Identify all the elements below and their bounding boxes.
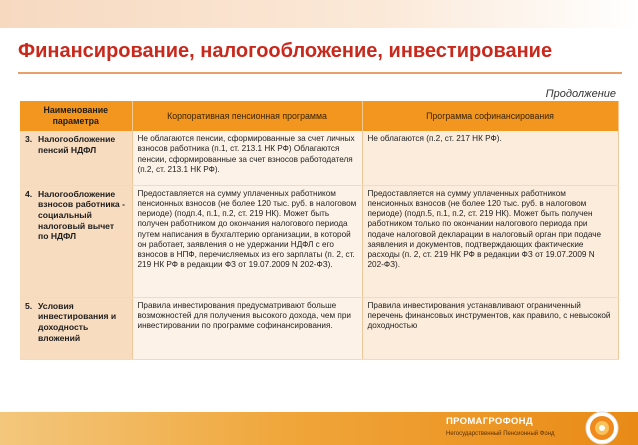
logo-subtitle: Негосударственный Пенсионный Фонд xyxy=(446,431,555,437)
comparison-table xyxy=(20,101,619,360)
slide-title: Финансирование, налогообложение, инвестирование xyxy=(18,40,553,62)
table-row xyxy=(20,185,618,297)
row-number: 5. xyxy=(25,300,33,311)
row-param-cell xyxy=(20,185,132,297)
fund-logo xyxy=(446,414,606,442)
row-corporate-cell: Предоставляется на сумму уплаченных работником пенсионных взносов (не более 120 тыс. руб. в налоговом периоде) (подп.4, п.1, п.2, ст. 219 НК). Может быть получен работником до окончания налогового периода путем написания в бухгалтерию организации, в которой он работает, заявления о не удержании НДФЛ с его взносов в НПФ, перечисляемых из его зарплаты (п. 2, ст. 219 НК РФ в редакции ФЗ от 19.07.2009 N 202-ФЗ). xyxy=(132,185,362,297)
logo-name: ПРОМАГРОФОНД xyxy=(446,416,533,427)
row-corporate-cell: Не облагаются пенсии, сформированные за счет личных взносов работника (п.1, ст. 213.1 НК РФ) Облагаются пенсии, сформированные за счет взносов работодателя (п.2, ст. 213.1 НК РФ). xyxy=(132,131,362,185)
header-corporate: Корпоративная пенсионная программа xyxy=(132,101,362,131)
table-row xyxy=(20,131,618,185)
row-number: 4. xyxy=(25,188,33,199)
fund-emblem-icon xyxy=(584,410,620,445)
row-param-label: Налогообложение взносов работника - социальный налоговый вычет по НДФЛ xyxy=(38,188,125,242)
top-decorative-band xyxy=(0,0,638,28)
row-cofinancing-cell: Предоставляется на сумму уплаченных работником пенсионных взносов (не более 120 тыс. руб. в налоговом периоде) (подп.5, п.1, п.2, ст. 219 НК). Может быть получен работником только по окончании налогового периода при подаче налоговой декларации в налоговый орган при подаче заявления и документов, подтверждающих фактические расходы (п. 2, ст. 219 НК РФ в редакции ФЗ от 19.07.2009 N 202-ФЗ). xyxy=(362,185,618,297)
continuation-label: Продолжение xyxy=(545,88,616,100)
header-cofinancing: Программа софинансирования xyxy=(362,101,618,131)
title-divider xyxy=(18,72,622,74)
row-cofinancing-cell: Не облагаются (п.2, ст. 217 НК РФ). xyxy=(362,131,618,185)
row-corporate-cell: Правила инвестирования предусматривают больше возможностей для получения высокого дохода, чем при инвестировании по программе софинансирования. xyxy=(132,297,362,359)
row-cofinancing-cell: Правила инвестирования устанавливают ограниченный перечень финансовых инструментов, как правило, с невысокой доходностью xyxy=(362,297,618,359)
row-number: 3. xyxy=(25,134,33,144)
table-header-row xyxy=(20,101,618,131)
row-param-cell xyxy=(20,131,132,185)
row-param-label: Налогообложение пенсий НДФЛ xyxy=(38,134,116,155)
row-param-cell xyxy=(20,297,132,359)
table-row xyxy=(20,297,618,359)
row-param-label: Условия инвестирования и доходность вложений xyxy=(38,300,117,343)
header-param: Наименование параметра xyxy=(20,101,132,131)
